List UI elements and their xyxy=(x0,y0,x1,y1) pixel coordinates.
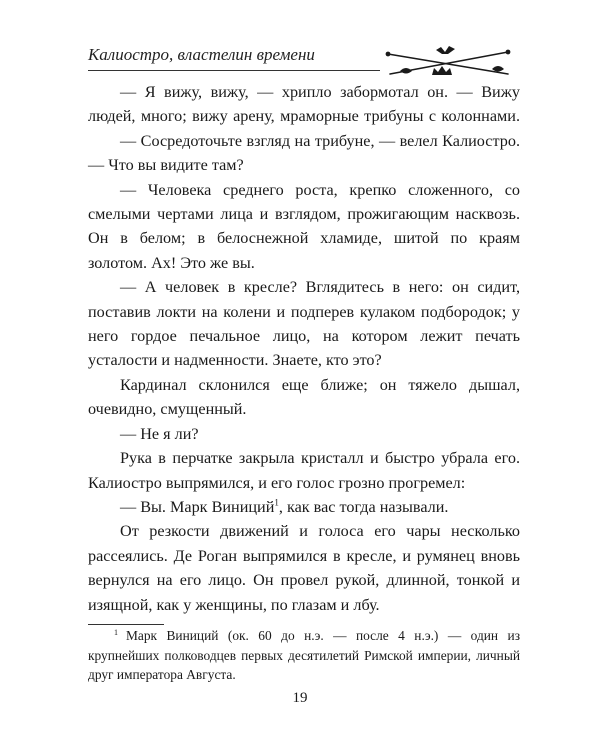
paragraph-with-footnote xyxy=(88,495,520,519)
paragraph: Рука в перчатке закрыла кристалл и быстро убрала его. Калиостро выпрямился, и его голос грозно прогремел: xyxy=(88,449,520,492)
footnote-reference[interactable]: 1 xyxy=(274,497,279,508)
page-number: 19 xyxy=(292,690,308,706)
footnote-mark: 1 xyxy=(114,627,118,637)
footnote xyxy=(88,626,520,685)
running-header xyxy=(88,44,520,80)
paragraph: — Не я ли? xyxy=(120,424,199,443)
paragraph-text: — Вы. Марк Виниций xyxy=(120,497,275,516)
header-rule xyxy=(88,70,380,71)
footnote-rule xyxy=(88,624,164,625)
paragraph: — Я вижу, вижу, — хрипло забормотал он. — Вижу людей, много; вижу арену, мраморные трибуны с колоннами. xyxy=(88,83,520,126)
paragraph: — Сосредоточьте взгляд на трибуне, — велел Калиостро. — Что вы видите там? xyxy=(88,131,520,175)
body-text xyxy=(88,80,520,617)
running-title: Калиостро, властелин времени xyxy=(88,45,315,64)
paragraph: — Человека среднего роста, крепко сложенного, со смелыми чертами лица и взглядом, прожигающим насквозь. Он в белом; в белоснежной хламиде, шитой по краям золотом. Ах! Это же вы. xyxy=(88,180,520,272)
crossed-swords-crown-icon xyxy=(380,44,520,80)
paragraph: От резкости движений и голоса его чары несколько рассеялись. Де Роган выпрямился в кресле, и румянец вновь вернулся на его лицо. Он провел рукой, длинной, тонкой и изящной, как у женщины, по глазам и лбу. xyxy=(88,522,520,614)
footnote-text: Марк Виниций (ок. 60 до н.э. — после 4 н.э.) — один из крупнейших полководцев первых десятилетий Римской империи, личный друг императора Августа. xyxy=(88,628,520,682)
paragraph: Кардинал склонился еще ближе; он тяжело дышал, очевидно, смущенный. xyxy=(88,375,520,419)
paragraph-text: , как вас тогда называли. xyxy=(278,497,449,516)
paragraph: — А человек в кресле? Вглядитесь в него: он сидит, поставив локти на колени и подперев кулаком подбородок; у него гордое печальное лицо, на котором лежит печать усталости и надменности. Знаете, кто это? xyxy=(88,278,520,370)
